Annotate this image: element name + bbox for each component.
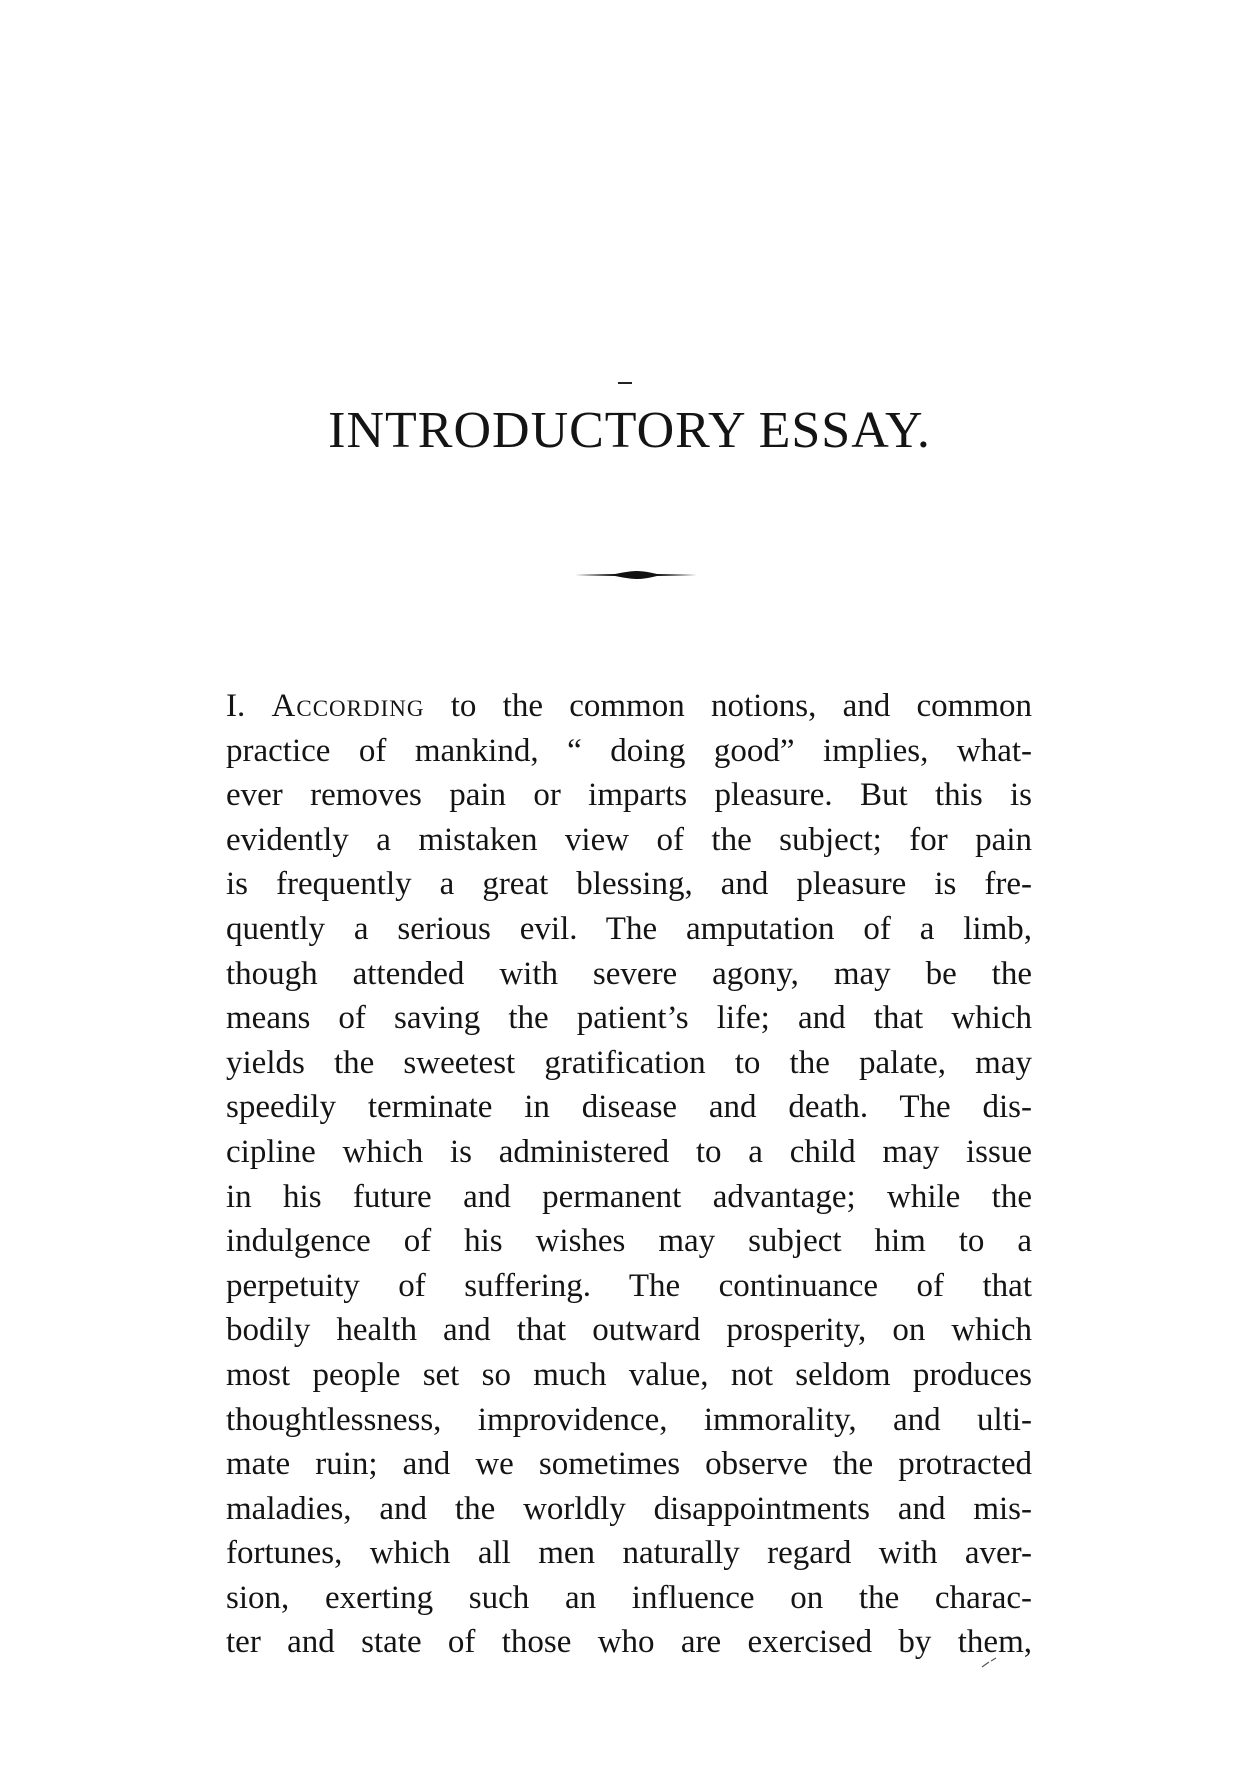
text-line: mate ruin; and we sometimes observe the protracted xyxy=(226,1446,1032,1483)
text-line xyxy=(226,684,1032,729)
text-line: ter and state of those who are exercised by them, xyxy=(226,1624,1032,1661)
essay-body xyxy=(226,684,1032,1665)
text-line: yields the sweetest gratification to the palate, may xyxy=(226,1044,1032,1081)
text-line: is frequently a great blessing, and pleasure is fre- xyxy=(226,866,1032,903)
text-line: thoughtlessness, improvidence, immorality, and ulti- xyxy=(226,1401,1032,1438)
text-line: quently a serious evil. The amputation of a limb, xyxy=(226,910,1032,947)
text-line: bodily health and that outward prosperity, on which xyxy=(226,1312,1032,1349)
text-line: indulgence of his wishes may subject him to a xyxy=(226,1223,1032,1260)
text-line: cipline which is administered to a child may issue xyxy=(226,1133,1032,1170)
text-line: evidently a mistaken view of the subject; for pain xyxy=(226,821,1032,858)
text-line: perpetuity of suffering. The continuance of that xyxy=(226,1267,1032,1304)
first-line-rest: to the common notions, and common xyxy=(450,688,1033,724)
rule-ornament-icon xyxy=(575,565,697,585)
text-line: means of saving the patient’s life; and that which xyxy=(226,1000,1032,1037)
text-line: maladies, and the worldly disappointments and mis- xyxy=(226,1490,1032,1527)
text-line: ever removes pain or imparts pleasure. But this is xyxy=(226,777,1032,814)
text-line: though attended with severe agony, may be the xyxy=(226,955,1032,992)
page-title: INTRODUCTORY ESSAY. xyxy=(328,402,931,459)
lead-word: According xyxy=(271,688,425,724)
text-line: most people set so much value, not seldom produces xyxy=(226,1356,1032,1393)
text-line: practice of mankind, “ doing good” implies, what- xyxy=(226,732,1032,769)
print-speck xyxy=(980,1655,1000,1669)
section-number: I. xyxy=(226,688,246,724)
text-line: speedily terminate in disease and death. The dis- xyxy=(226,1089,1032,1126)
print-speck xyxy=(618,382,632,384)
text-line: sion, exerting such an influence on the charac- xyxy=(226,1579,1032,1616)
text-line: fortunes, which all men naturally regard with aver- xyxy=(226,1535,1032,1572)
text-line: in his future and permanent advantage; while the xyxy=(226,1178,1032,1215)
